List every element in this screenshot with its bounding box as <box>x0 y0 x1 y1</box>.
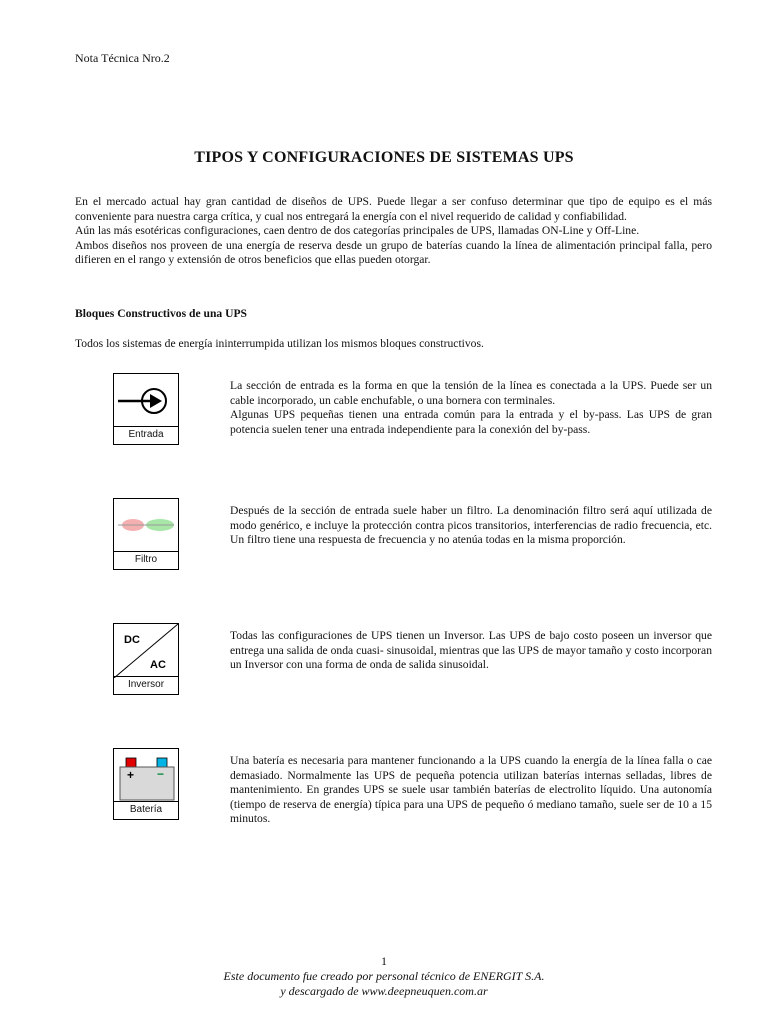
intro-text <box>75 195 712 268</box>
entrada-text-2: Algunas UPS pequeñas tienen una entrada común para la entrada y el by-pass. Las UPS de gran potencia suelen tener una entrada independiente para la conexión del by-pass. <box>230 408 712 436</box>
bateria-block <box>113 748 179 820</box>
battery-plus-sign: + <box>127 768 135 782</box>
input-arrow-icon <box>114 374 178 428</box>
filtro-block <box>113 498 179 570</box>
section-intro: Todos los sistemas de energía ininterrumpida utilizan los mismos bloques constructivos. <box>75 337 484 350</box>
intro-paragraph-1: En el mercado actual hay gran cantidad de diseños de UPS. Puede llegar a ser confuso determinar que tipo de equipo es el más conveniente para nuestra carga crítica, y cual nos entregará la energía con el nivel requerido de calidad y confiabilidad. <box>75 195 712 223</box>
entrada-text-1: La sección de entrada es la forma en que la tensión de la línea es conectada a la UPS. Puede ser un cable incorporado, un cable enchufable, o una bornera con terminales. <box>230 379 712 407</box>
inversor-label: Inversor <box>114 676 178 694</box>
entrada-block <box>113 373 179 445</box>
bateria-description <box>230 754 712 827</box>
battery-icon <box>114 749 178 803</box>
bateria-label: Batería <box>114 801 178 819</box>
filter-icon <box>114 499 178 553</box>
entrada-label: Entrada <box>114 426 178 444</box>
filtro-description <box>230 504 712 548</box>
inverter-dc-label: DC <box>124 634 140 646</box>
page-number: 1 <box>381 954 387 968</box>
battery-minus-sign: − <box>157 767 165 781</box>
bateria-text-1: Una batería es necesaria para mantener funcionando a la UPS cuando la energía de la línea falla o cae demasiado. Normalmente las UPS de pequeña potencia utilizan baterías internas selladas, libres de mantenimiento. En grandes UPS se suele usar también baterías de electrolito líquido. Una autonomía (tiempo de reserva de energía) típica para una UPS de pequeño ó mediano tamaño, suele ser de 10 a 15 minutos. <box>230 754 712 825</box>
dc-ac-inverter-icon <box>114 624 178 678</box>
filtro-label: Filtro <box>114 551 178 569</box>
header-note: Nota Técnica Nro.2 <box>75 51 170 65</box>
footer-line-2: y descargado de www.deepneuquen.com.ar <box>280 984 488 998</box>
inverter-ac-label: AC <box>150 659 166 671</box>
page-title: TIPOS Y CONFIGURACIONES DE SISTEMAS UPS <box>194 149 574 166</box>
inversor-description <box>230 629 712 673</box>
entrada-description <box>230 379 712 437</box>
intro-paragraph-3: Ambos diseños nos proveen de una energía de reserva desde un grupo de baterías cuando la línea de alimentación principal falla, pero difieren en el rango y extensión de otros beneficios que ellas pueden otorgar. <box>75 238 712 266</box>
inversor-block <box>113 623 179 695</box>
inversor-text-1: Todas las configuraciones de UPS tienen un Inversor. Las UPS de bajo costo poseen un inversor que entrega una salida de onda cuasi- sinusoidal, mientras que las UPS de mayor tamaño y costo incorporan un Inversor con una forma de onda de salida sinusoidal. <box>230 629 712 671</box>
section-heading: Bloques Constructivos de una UPS <box>75 307 248 320</box>
footer-line-1: Este documento fue creado por personal técnico de ENERGIT S.A. <box>223 969 545 983</box>
filtro-text-1: Después de la sección de entrada suele haber un filtro. La denominación filtro será aquí utilizada de modo genérico, e incluye la protección contra picos transitorios, interferencias de radio frecuencia, etc. Un filtro tiene una respuesta de frecuencia y no atenúa todas en la misma proporción. <box>230 504 712 546</box>
intro-paragraph-2: Aún las más esotéricas configuraciones, caen dentro de dos categorías principales de UPS, llamadas ON-Line y Off-Line. <box>75 224 640 237</box>
